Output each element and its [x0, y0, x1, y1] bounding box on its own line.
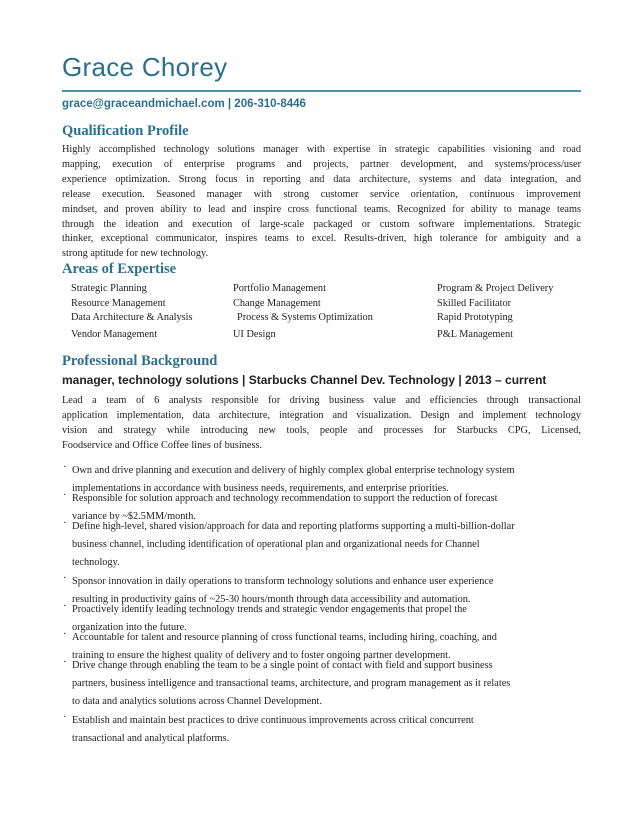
- background-heading: Professional Background: [62, 353, 218, 369]
- qualification-line: experience optimization. Strong focus in reporting and data architecture, systems and data integration, and: [62, 173, 581, 185]
- qualification-line: strong aptitude for new technology.: [62, 248, 209, 260]
- expertise-item: Rapid Prototyping: [437, 312, 513, 323]
- qualification-paragraph: [62, 143, 581, 262]
- bullet-icon: ·: [63, 712, 67, 723]
- job-summary-line: application implementation, data architecture, integration and visualization. Design and implement technology: [62, 409, 581, 421]
- list-item-line: partners, business intelligence and transactional teams, architecture, and program management as it relates: [72, 678, 511, 689]
- list-item-line: Proactively identify leading technology trends and strategic vendor engagements that propel the: [72, 604, 467, 615]
- candidate-name: Grace Chorey: [62, 52, 228, 82]
- header-rule: [62, 90, 581, 92]
- qualification-heading: Qualification Profile: [62, 123, 189, 139]
- list-item-line: Own and drive planning and execution and delivery of highly complex global enterprise technology system: [72, 465, 515, 476]
- job-title-line: manager, technology solutions | Starbucks Channel Dev. Technology | 2013 – current: [62, 373, 547, 387]
- expertise-heading: Areas of Expertise: [62, 261, 177, 277]
- expertise-item: Vendor Management: [71, 329, 158, 340]
- list-item-line: resulting in productivity gains of ~25-30 hours/month through data accessibility and automation.: [72, 594, 471, 605]
- job-summary-line: Foodservice and Office Coffee lines of business.: [62, 439, 263, 451]
- list-item-line: Drive change through enabling the team to be a single point of contact with field and support business: [72, 660, 493, 671]
- qualification-line: thinker, exceptional communicator, inspires teams to excel. Results-driven, high tolerance for ambiguity and a: [62, 233, 581, 245]
- bullet-icon: ·: [63, 601, 67, 612]
- bullet-icon: ·: [63, 462, 67, 473]
- list-item-line: Establish and maintain best practices to drive continuous improvements across critical concurrent: [72, 715, 474, 726]
- list-item-line: Define high-level, shared vision/approach for data and reporting platforms supporting a multi-billion-dollar: [72, 521, 515, 532]
- expertise-grid: [0, 283, 638, 347]
- contact-line[interactable]: grace@graceandmichael.com | 206-310-8446: [62, 98, 306, 110]
- list-item-line: organization into the future.: [72, 622, 187, 633]
- list-item-line: Sponsor innovation in daily operations to transform technology solutions and enhance user experience: [72, 576, 494, 587]
- list-item-line: implementations in accordance with business needs, requirements, and enterprise priorities.: [72, 483, 449, 494]
- list-item-line: Accountable for talent and resource planning of cross functional teams, including hiring, coaching, and: [72, 632, 497, 643]
- expertise-item: P&L Management: [437, 329, 513, 340]
- expertise-item: Portfolio Management: [233, 283, 326, 294]
- list-item-line: to data and analytics solutions across Channel Development.: [72, 696, 322, 707]
- qualification-line: mindset, and proven ability to lead and inspire cross functional teams. Recognized for ability to manage teams: [62, 203, 581, 215]
- bullet-icon: ·: [63, 629, 67, 640]
- expertise-item: Program & Project Delivery: [437, 283, 554, 294]
- job-summary: [62, 394, 581, 454]
- expertise-item: UI Design: [233, 329, 276, 340]
- list-item-line: business channel, including identification of operational plan and organizational needs for Channel: [72, 539, 480, 550]
- bullet-icon: ·: [63, 518, 67, 529]
- qualification-line: mapping, execution of enterprise programs and projects, partner development, and systems/process/user: [62, 158, 581, 170]
- list-item-line: Responsible for solution approach and technology recommendation to support the reduction of forecast: [72, 493, 498, 504]
- expertise-item: Process & Systems Optimization: [237, 312, 373, 323]
- list-item-line: variance by ~$2.5MM/month.: [72, 511, 196, 522]
- expertise-item: Resource Management: [71, 298, 166, 309]
- qualification-line: through the ideation and execution of large-scale packaged or custom software implementations. Strategic: [62, 218, 581, 230]
- qualification-line: Highly accomplished technology solutions manager with expertise in strategic capabilities visioning and road: [62, 144, 581, 155]
- list-item-line: training to ensure the highest quality of delivery and to foster ongoing partner development.: [72, 650, 451, 661]
- job-summary-line: Lead a team of 6 analysts responsible for driving business value and efficiencies through transactional: [62, 395, 581, 406]
- expertise-item: Change Management: [233, 298, 321, 309]
- list-item-line: technology.: [72, 557, 120, 568]
- bullet-icon: ·: [63, 657, 67, 668]
- expertise-item: Data Architecture & Analysis: [71, 312, 193, 323]
- list-item-line: transactional and analytical platforms.: [72, 733, 230, 744]
- expertise-item: Strategic Planning: [71, 283, 147, 294]
- qualification-line: release execution. Seasoned manager with strong customer service orientation, continuous improvement: [62, 188, 581, 200]
- bullet-icon: ·: [63, 490, 67, 501]
- expertise-item: Skilled Facilitator: [437, 298, 512, 309]
- job-summary-line: vision and strategy while introducing new tools, people and processes for Starbucks CPG, Licensed,: [62, 424, 581, 436]
- bullet-icon: ·: [63, 573, 67, 584]
